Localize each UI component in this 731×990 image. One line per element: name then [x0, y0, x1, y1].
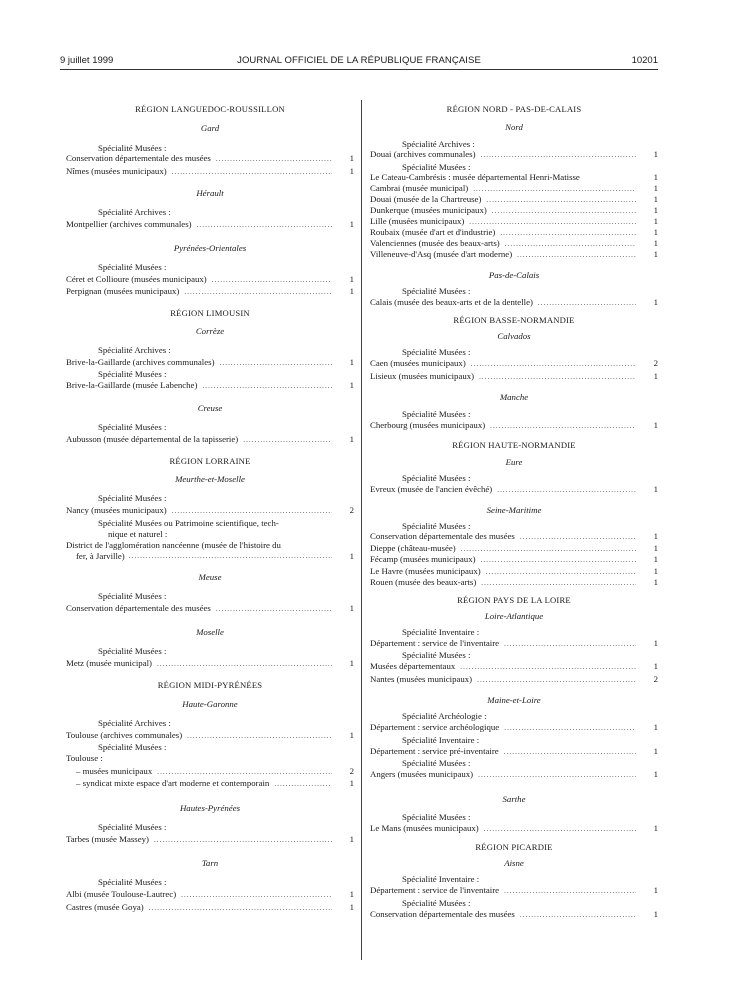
- list-item: Céret et Collioure (musées municipaux) ..... 1: [66, 274, 354, 287]
- specialty-label: Spécialité Archives :: [98, 344, 171, 355]
- list-item: Le Mans (musées municipaux) ..... 1: [370, 823, 658, 836]
- department-heading: Creuse: [197, 402, 223, 413]
- list-item: Cherbourg (musées municipaux) ..... 1: [370, 420, 658, 433]
- list-item: Perpignan (musées municipaux) ..... 1: [66, 286, 354, 299]
- specialty-label: Spécialité Musées :: [402, 758, 471, 768]
- list-item: Montpellier (archives communales) ..... 1: [66, 219, 354, 232]
- list-item: Dieppe (château-musée) ..... 1: [370, 543, 658, 555]
- list-item: Nantes (musées municipaux) ..... 2: [370, 674, 658, 687]
- list-item: Roubaix (musée d'art et d'industrie) ..... 1: [370, 227, 658, 238]
- region-heading: RÉGION LANGUEDOC-ROUSSILLON: [135, 104, 285, 114]
- specialty-label: Spécialité Musées :: [402, 811, 471, 822]
- department-heading: Hérault: [196, 188, 224, 198]
- region-heading: RÉGION LORRAINE: [169, 456, 251, 466]
- list-item: – musées municipaux ..... 2: [66, 766, 354, 779]
- region-heading: RÉGION NORD - PAS-DE-CALAIS: [446, 104, 582, 114]
- list-item: Le Cateau-Cambrésis : musée départemental Henri-Matisse 1: [370, 171, 658, 182]
- specialty-label: Spécialité Musées :: [98, 742, 167, 752]
- list-item: Département : service archéologique ..... 1: [370, 722, 658, 735]
- list-item: – syndicat mixte espace d'art moderne et contemporain ..... 1: [66, 778, 354, 791]
- specialty-label: Spécialité Archéologie :: [402, 711, 487, 721]
- specialty-label: Spécialité Musées :: [98, 821, 167, 832]
- specialty-label: Spécialité Musées :: [402, 347, 471, 357]
- department-heading: Meuse: [198, 571, 222, 582]
- department-heading: Tarn: [201, 858, 219, 868]
- city-label: Toulouse :: [66, 753, 103, 763]
- department-heading: Pyrénées-Orientales: [173, 242, 247, 253]
- specialty-label: Spécialité Musées :: [98, 493, 167, 503]
- list-item: Conservation départementale des musées ..... 1: [370, 531, 658, 543]
- department-heading: Eure: [505, 456, 523, 467]
- list-item: Albi (musée Toulouse-Lautrec) ..... 1: [66, 889, 354, 902]
- region-heading: RÉGION BASSE-NORMANDIE: [453, 315, 575, 325]
- department-heading: Gard: [200, 123, 220, 133]
- list-item: Angers (musées municipaux) ..... 1: [370, 769, 658, 782]
- list-item: Douai (musée de la Chartreuse) ..... 1: [370, 194, 658, 205]
- specialty-label: Spécialité Archives :: [402, 139, 475, 149]
- department-heading: Corrèze: [195, 325, 225, 336]
- right-column: [370, 100, 658, 921]
- department-heading: Manche: [499, 392, 529, 402]
- specialty-label: Spécialité Archives :: [98, 207, 171, 217]
- specialty-label: Spécialité Musées :: [98, 590, 167, 601]
- specialty-label: Spécialité Musées :: [98, 143, 167, 153]
- list-item: Valenciennes (musée des beaux-arts) ..... 1: [370, 238, 658, 249]
- header-rule: [60, 69, 658, 70]
- list-item: Lisieux (musées municipaux) ..... 1: [370, 371, 658, 384]
- list-item: Musées départementaux ..... 1: [370, 661, 658, 674]
- department-heading: Nord: [505, 122, 523, 132]
- list-item: Caen (musées municipaux) ..... 2: [370, 358, 658, 371]
- specialty-label: Spécialité Musées :: [98, 421, 167, 432]
- list-item: Brive-la-Gaillarde (archives communales) ..... 1: [66, 357, 354, 370]
- department-heading: Loire-Atlantique: [484, 610, 544, 621]
- department-heading: Maine-et-Loire: [487, 695, 541, 705]
- list-item: Le Havre (musées municipaux) ..... 1: [370, 566, 658, 578]
- department-heading: Seine-Maritime: [486, 505, 542, 515]
- specialty-label: Spécialité Musées :: [98, 261, 167, 272]
- specialty-label: Spécialité Musées ou Patrimoine scientifique, tech- nique et naturel :: [98, 517, 279, 539]
- specialty-label: Spécialité Musées :: [98, 877, 167, 887]
- department-heading: Moselle: [196, 627, 224, 637]
- list-item: Brive-la-Gaillarde (musée Labenche) ..... 1: [66, 380, 354, 393]
- list-item: Calais (musée des beaux-arts et de la dentelle) ..... 1: [370, 297, 658, 310]
- list-item: Fécamp (musées municipaux) ..... 1: [370, 554, 658, 566]
- department-heading: Meurthe-et-Moselle: [175, 474, 245, 484]
- list-item: Rouen (musée des beaux-arts) ..... 1: [370, 577, 658, 589]
- department-heading: Hautes-Pyrénées: [179, 802, 241, 813]
- list-item: Castres (musée Goya) ..... 1: [66, 902, 354, 915]
- list-item: Département : service de l'inventaire ..... 1: [370, 638, 658, 651]
- department-heading: Haute-Garonne: [182, 698, 238, 709]
- department-heading: Pas-de-Calais: [488, 269, 540, 280]
- list-item: Département : service pré-inventaire ..... 1: [370, 746, 658, 759]
- specialty-label: Spécialité Archives :: [98, 717, 171, 728]
- list-item: Toulouse (archives communales) ..... 1: [66, 730, 354, 743]
- specialty-label: Spécialité Inventaire :: [402, 626, 480, 637]
- region-heading: RÉGION PICARDIE: [475, 842, 553, 852]
- header-date: 9 juillet 1999: [60, 55, 114, 66]
- department-heading: Sarthe: [502, 793, 526, 804]
- specialty-label: Spécialité Musées :: [402, 472, 471, 483]
- list-item: Villeneuve-d'Asq (musée d'art moderne) ..... 1: [370, 249, 658, 260]
- region-heading: RÉGION MIDI-PYRÉNÉES: [157, 679, 263, 690]
- specialty-label: Spécialité Musées :: [402, 161, 471, 172]
- column-divider: [361, 100, 362, 960]
- specialty-label: Spécialité Musées :: [402, 650, 471, 660]
- list-item: Nancy (musées municipaux) ..... 2: [66, 505, 354, 518]
- list-item: Nîmes (musées municipaux) ..... 1: [66, 166, 354, 179]
- specialty-label: Spécialité Musées :: [402, 521, 471, 531]
- specialty-label: Spécialité Inventaire :: [402, 874, 480, 884]
- page-number: 10201: [631, 55, 658, 66]
- list-item: District de l'agglomération nancéenne (musée de l'histoire du fer, à Jarville) ..... 1: [66, 540, 354, 562]
- list-item: Lille (musées municipaux) ..... 1: [370, 216, 658, 227]
- specialty-label: Spécialité Inventaire :: [402, 734, 480, 745]
- page-header: [60, 55, 658, 69]
- left-column: [66, 100, 354, 914]
- list-item: Conservation départementale des musées ..... 1: [66, 603, 354, 616]
- list-item: Douai (archives communales) ..... 1: [370, 149, 658, 162]
- region-heading: RÉGION HAUTE-NORMANDIE: [452, 439, 576, 450]
- list-item: Conservation départementale des musées ..... 1: [370, 909, 658, 922]
- list-item: Aubusson (musée départemental de la tapisserie) ..... 1: [66, 434, 354, 447]
- list-item: Dunkerque (musées municipaux) ..... 1: [370, 205, 658, 216]
- list-item: Cambrai (musée municipal) ..... 1: [370, 183, 658, 194]
- region-heading: RÉGION LIMOUSIN: [170, 307, 250, 318]
- list-item: Tarbes (musée Massey) ..... 1: [66, 834, 354, 847]
- department-heading: Aisne: [504, 858, 524, 868]
- specialty-label: Spécialité Musées :: [98, 369, 167, 379]
- list-item: Evreux (musée de l'ancien évêché) ..... 1: [370, 484, 658, 497]
- journal-title: JOURNAL OFFICIEL DE LA RÉPUBLIQUE FRANÇAISE: [237, 55, 481, 66]
- specialty-label: Spécialité Musées :: [402, 285, 471, 296]
- specialty-label: Spécialité Musées :: [402, 897, 471, 908]
- list-item: Conservation départementale des musées ..... 1: [66, 153, 354, 166]
- region-heading: RÉGION PAYS DE LA LOIRE: [457, 594, 571, 605]
- list-item: Département : service de l'inventaire ..... 1: [370, 885, 658, 898]
- specialty-label: Spécialité Musées :: [98, 646, 167, 656]
- specialty-label: Spécialité Musées :: [402, 409, 471, 419]
- department-heading: Calvados: [497, 331, 531, 341]
- list-item: Metz (musée municipal) ..... 1: [66, 658, 354, 671]
